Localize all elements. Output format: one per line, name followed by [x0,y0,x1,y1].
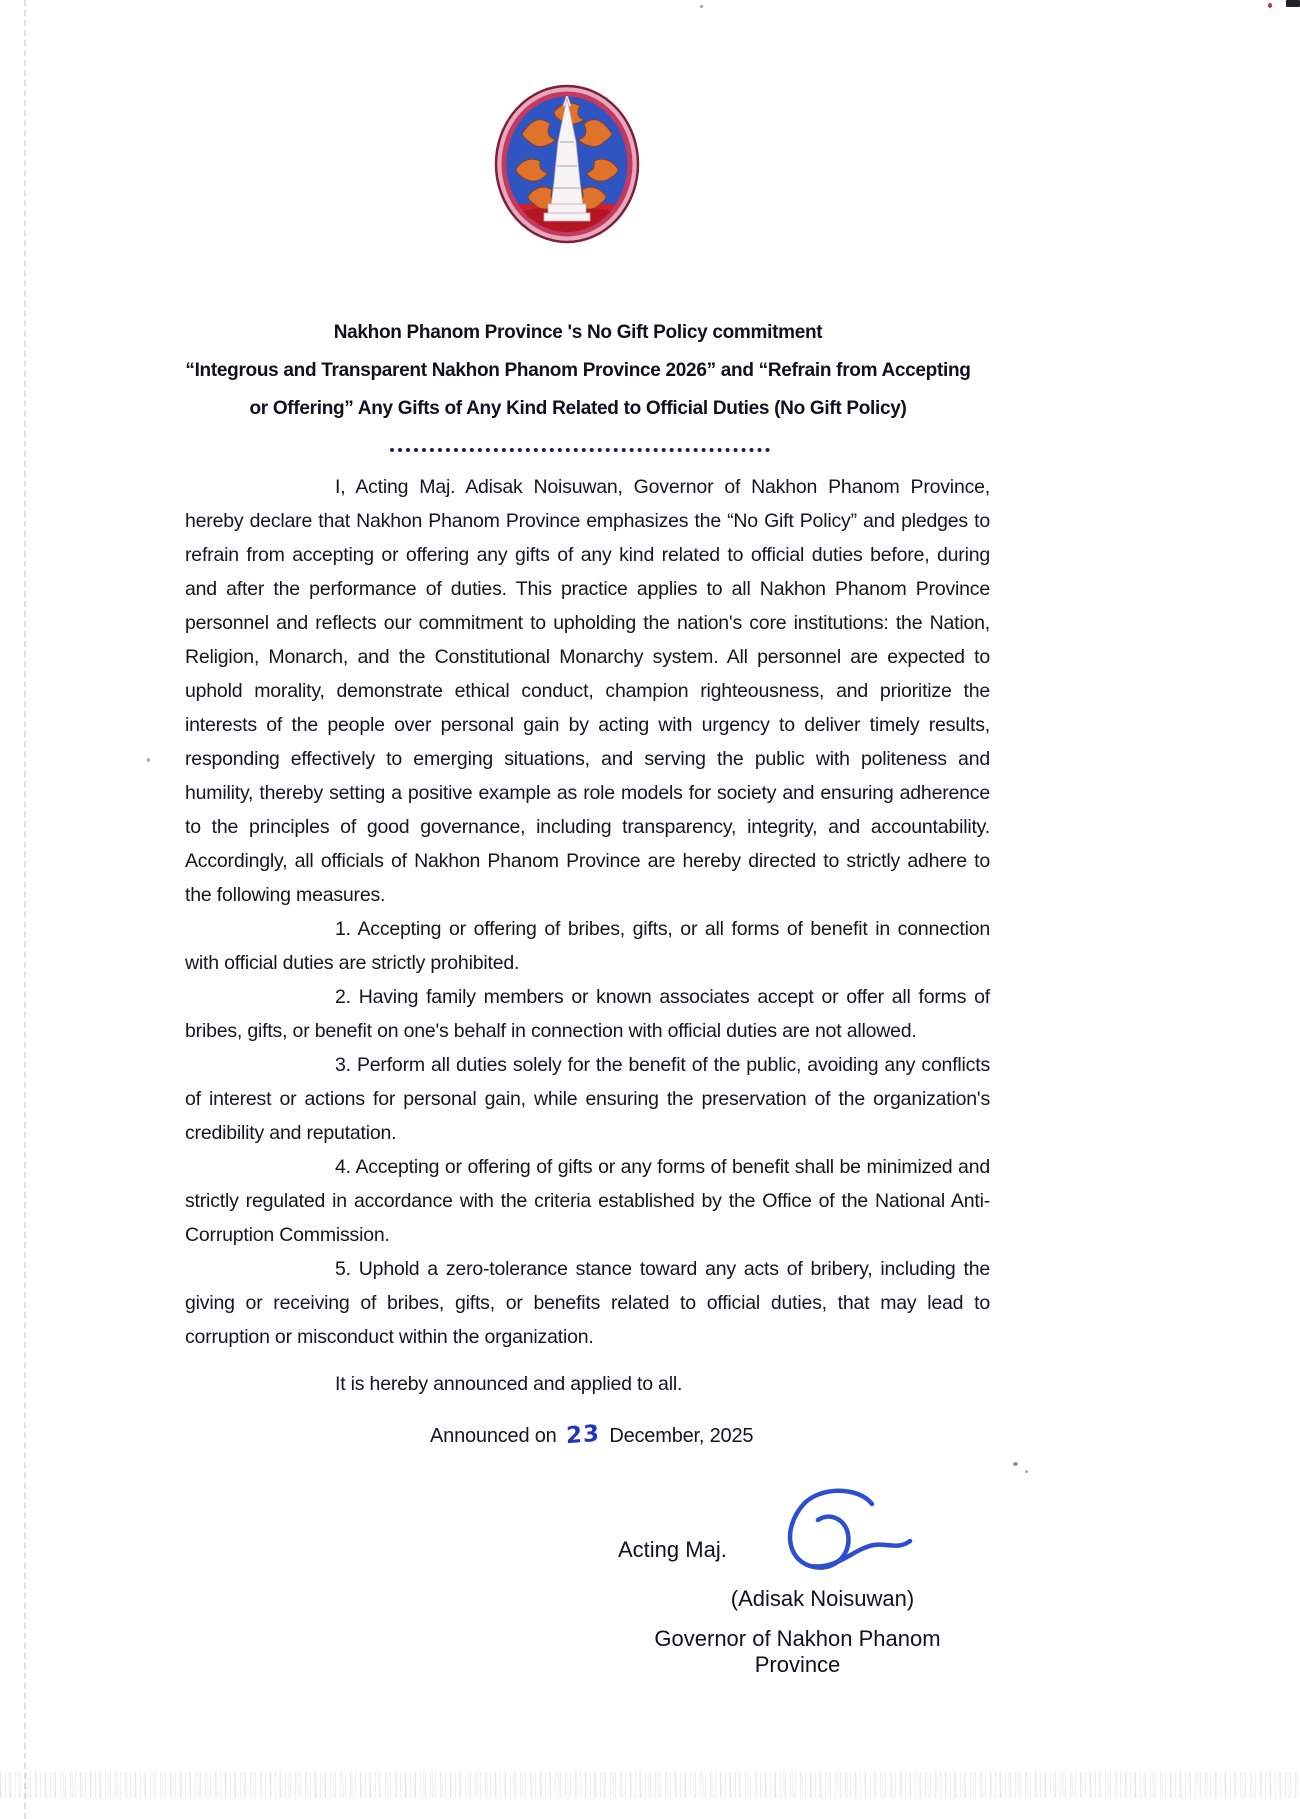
policy-item-3-text: Perform all duties solely for the benefit of the public, avoiding any conflicts of interest or actions for personal gain, while ensuring the preservation of the organization's credibility and reputation. [185,1054,990,1144]
nakhon-phanom-provincial-seal-icon [494,84,640,244]
policy-item-3-number: 3. [335,1054,351,1076]
declaration-paragraph: I, Acting Maj. Adisak Noisuwan, Governor of Nakhon Phanom Province, hereby declare that Nakhon Phanom Province emphasizes the “No Gift Policy” and pledges to refrain from accepting or offering any gifts of any kind related to official duties before, during and after the performance of duties. This practice applies to all Nakhon Phanom Province personnel and reflects our commitment to upholding the nation's core institutions: the Nation, Religion, Monarch, and the Constitutional Monarchy system. All personnel are expected to uphold morality, demonstrate ethical conduct, champion righteousness, and prioritize the interests of the people over personal gain by acting with urgency to deliver timely results, responding effectively to emerging situations, and serving the public with politeness and humility, thereby setting a positive example as role models for society and ensuring adherence to the principles of good governance, including transparency, integrity, and accountability. Accordingly, all officials of Nakhon Phanom Province are hereby directed to strictly adhere to the following measures. [185,476,990,906]
policy-item-5-text: Uphold a zero-tolerance stance toward any acts of bribery, including the giving or receiving of bribes, gifts, or benefits related to official duties, that may lead to corruption or misconduct within the organization. [185,1258,990,1348]
scan-speck [1013,1462,1018,1466]
policy-item-4 [185,1150,990,1252]
policy-item-4-text: Accepting or offering of gifts or any forms of benefit shall be minimized and strictly regulated in accordance with the criteria established by the Office of the National Anti-Corruption Commission. [185,1156,990,1246]
handwritten-signature-icon [768,1488,918,1583]
closing-statement: It is hereby announced and applied to all. [335,1373,683,1395]
policy-item-2-text: Having family members or known associates accept or offer all forms of bribes, gifts, or benefit on one's behalf in connection with official duties are not allowed. [185,986,990,1042]
title-line-3: or Offering” Any Gifts of Any Kind Related to Official Duties (No Gift Policy) [249,398,907,419]
dotted-separator [390,448,770,452]
signer-position: Governor of Nakhon Phanom Province [654,1626,941,1677]
policy-item-2-number: 2. [335,986,351,1008]
scan-speck [1268,3,1272,8]
scan-noise-band [0,1772,1300,1798]
scan-speck [147,758,150,762]
scan-speck [700,5,703,8]
announced-suffix: December, 2025 [609,1425,754,1447]
scan-speck [1286,0,1300,7]
document-title [163,314,993,428]
signer-name: (Adisak Noisuwan) [730,1586,915,1611]
acting-rank-label: Acting Maj. [618,1537,727,1562]
handwritten-day: 23 [565,1420,601,1450]
policy-item-3 [185,1048,990,1150]
policy-item-5 [185,1252,990,1354]
announced-prefix: Announced on [430,1425,557,1447]
scan-speck [1025,1470,1028,1473]
title-line-1: Nakhon Phanom Province 's No Gift Policy commitment [333,322,823,343]
scan-edge-line [24,0,26,1819]
policy-item-4-number: 4. [335,1156,351,1178]
policy-item-1-text: Accepting or offering of bribes, gifts, or all forms of benefit in connection with official duties are strictly prohibited. [185,918,990,974]
policy-item-1-number: 1. [335,918,351,940]
policy-item-1 [185,912,990,980]
policy-item-5-number: 5. [335,1258,351,1280]
policy-item-2 [185,980,990,1048]
document-body [185,470,990,1453]
announcement-date-line [185,1418,990,1453]
title-line-2: “Integrous and Transparent Nakhon Phanom Province 2026” and “Refrain from Accepting [185,360,971,381]
